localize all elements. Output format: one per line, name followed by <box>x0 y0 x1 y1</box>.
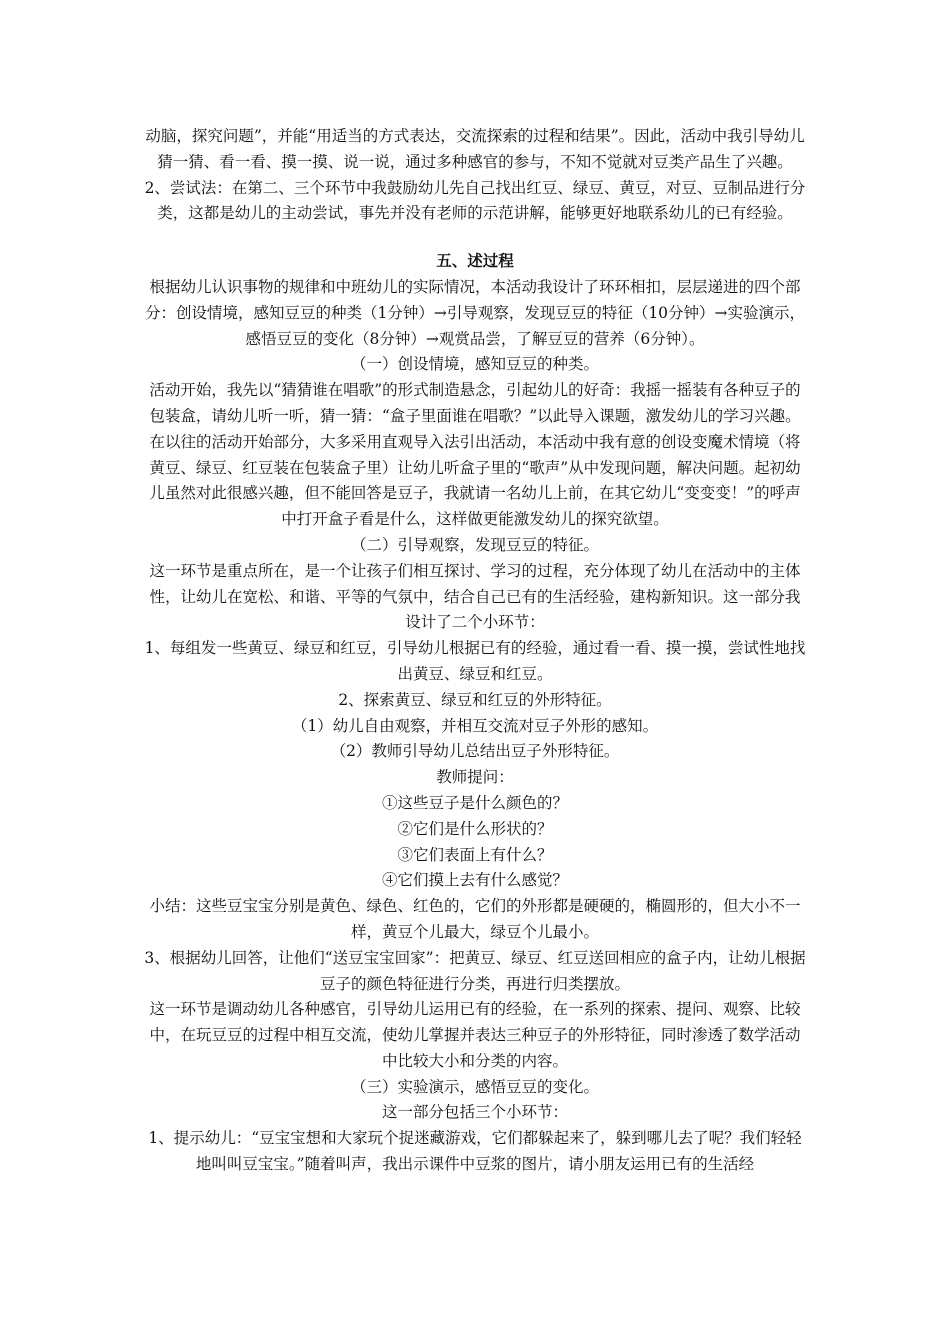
paragraph: 根据幼儿认识事物的规律和中班幼儿的实际情况，本活动我设计了环环相扣，层层递进的四个部分：创设情境，感知豆豆的种类（1分钟）→引导观察，发现豆豆的特征（10分钟）→实验演示，感悟豆豆的变化（8分钟）→观赏品尝，了解豆豆的营养（6分钟）。 <box>144 277 806 348</box>
paragraph: 在以往的活动开始部分，大多采用直观导入法引出活动，本活动中我有意的创设变魔术情境（将黄豆、绿豆、红豆装在包装盒子里）让幼儿听盒子里的“歌声”从中发现问题，解决问题。起初幼儿虽然对此很感兴趣，但不能回答是豆子，我就请一名幼儿上前，在其它幼儿“变变变！”的呼声中打开盒子看是什么，这样做更能激发幼儿的探究欲望。 <box>149 432 801 529</box>
question-item: ②它们是什么形状的？ <box>397 819 553 838</box>
question-item: ①这些豆子是什么颜色的？ <box>381 793 568 812</box>
summary-paragraph: 小结：这些豆宝宝分别是黄色、绿色、红色的，它们的外形都是硬硬的，椭圆形的，但大小不一样，黄豆个儿最大，绿豆个儿最小。 <box>149 897 801 941</box>
paragraph: 这一环节是重点所在，是一个让孩子们相互探讨、学习的过程，充分体现了幼儿在活动中的主体性，让幼儿在宽松、和谐、平等的气氛中，结合自己已有的生活经验，建构新知识。这一部分我设计了二个小环节： <box>149 561 801 632</box>
question-item: ③它们表面上有什么？ <box>397 845 553 864</box>
list-item: （2）教师引导幼儿总结出豆子外形特征。 <box>330 742 620 761</box>
paragraph: 活动开始，我先以“猜猜谁在唱歌”的形式制造悬念，引起幼儿的好奇：我摇一摇装有各种豆子的包装盒，请幼儿听一听，猜一猜：“盒子里面谁在唱歌？”以此导入课题，激发幼儿的学习兴趣。 <box>149 381 801 425</box>
list-item: 3、根据幼儿回答，让他们“送豆宝宝回家”：把黄豆、绿豆、红豆送回相应的盒子内，让幼儿根据豆子的颜色特征进行分类，再进行归类摆放。 <box>144 948 806 993</box>
subsection-heading: （三）实验演示，感悟豆豆的变化。 <box>350 1077 599 1096</box>
paragraph: 这一环节是调动幼儿各种感官，引导幼儿运用已有的经验，在一系列的探索、提问、观察、比较中，在玩豆豆的过程中相互交流，使幼儿掌握并表达三种豆子的外形特征，同时渗透了数学活动中比较大小和分类的内容。 <box>149 1000 801 1070</box>
question-label: 教师提问： <box>436 768 514 787</box>
paragraph: 动脑，探究问题”，并能“用适当的方式表达，交流探索的过程和结果”。因此，活动中我引导幼儿猜一猜、看一看、摸一摸、说一说，通过多种感官的参与，不知不觉就对豆类产品生了兴趣。 <box>145 127 805 171</box>
list-item: （1）幼儿自由观察，并相互交流对豆子外形的感知。 <box>291 716 659 735</box>
subsection-heading: （一）创设情境，感知豆豆的种类。 <box>350 355 599 374</box>
paragraph: 这一部分包括三个小环节： <box>381 1103 568 1122</box>
list-item: 2、探索黄豆、绿豆和红豆的外形特征。 <box>338 690 612 709</box>
section-heading: 五、述过程 <box>436 252 514 271</box>
question-item: ④它们摸上去有什么感觉？ <box>381 871 568 890</box>
subsection-heading: （二）引导观察，发现豆豆的特征。 <box>350 535 599 554</box>
document-body <box>143 124 807 1178</box>
list-item: 1、提示幼儿：“豆宝宝想和大家玩个捉迷藏游戏，它们都躲起来了，躲到哪儿去了呢？我们轻轻地叫叫豆宝宝。”随着叫声，我出示课件中豆浆的图片，请小朋友运用已有的生活经 <box>148 1129 802 1174</box>
paragraph: 2、尝试法：在第二、三个环节中我鼓励幼儿先自己找出红豆、绿豆、黄豆，对豆、豆制品进行分类，这都是幼儿的主动尝试，事先并没有老师的示范讲解，能够更好地联系幼儿的已有经验。 <box>144 178 806 223</box>
list-item: 1、每组发一些黄豆、绿豆和红豆，引导幼儿根据已有的经验，通过看一看、摸一摸，尝试性地找出黄豆、绿豆和红豆。 <box>144 639 806 683</box>
